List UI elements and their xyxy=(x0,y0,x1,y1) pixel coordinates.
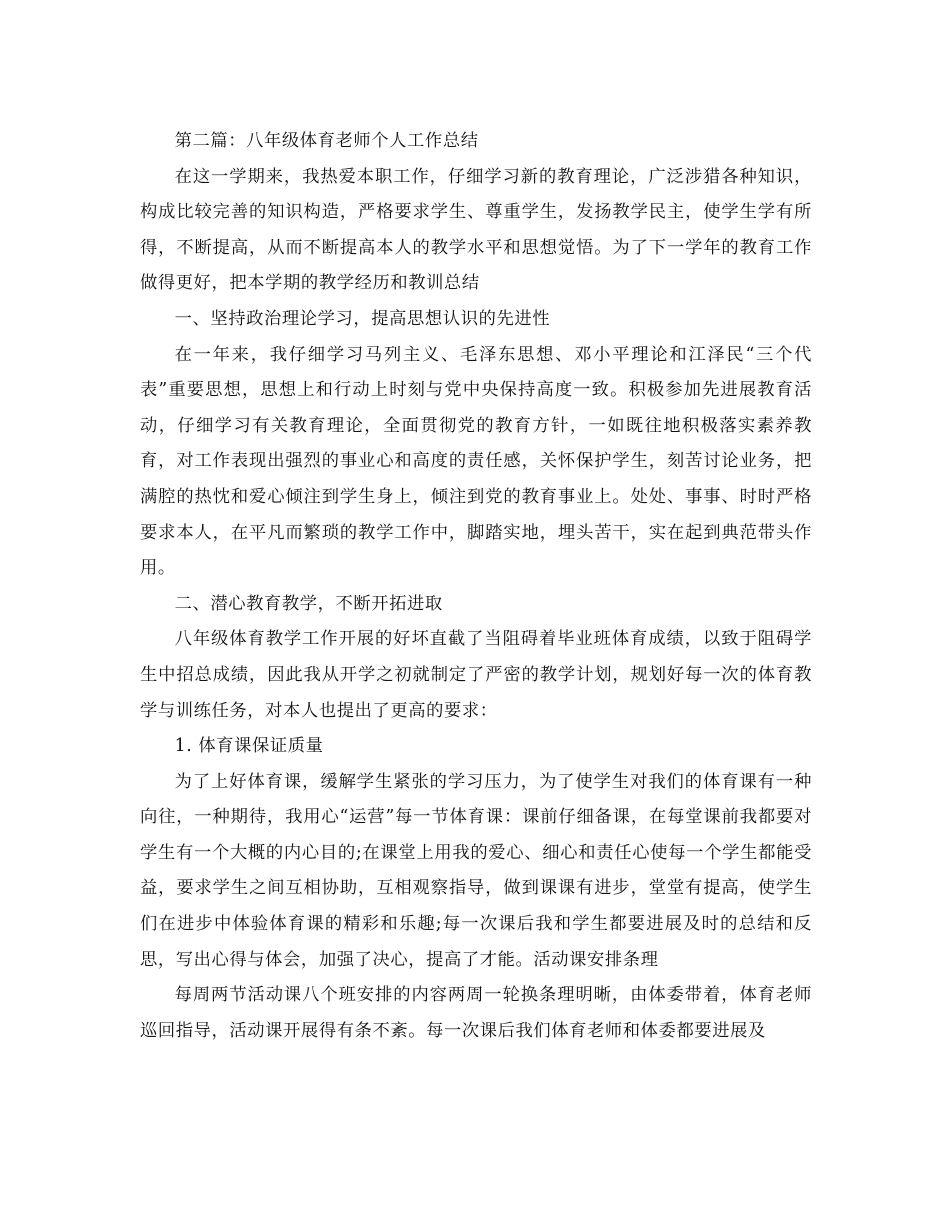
paragraph-subsection-1: 为了上好体育课，缓解学生紧张的学习压力，为了使学生对我们的体育课有一种向往，一种期待，我用心“运营”每一节体育课：课前仔细备课，在每堂课前我都要对学生有一个大概的内心目的;在课堂上用我的爱心、细心和责任心使每一个学生都能受益，要求学生之间互相协助，互相观察指导，做到课课有进步，堂堂有提高，使学生们在进步中体验体育课的精彩和乐趣;每一次课后我和学生都要进展及时的总结和反思，写出心得与体会，加强了决心，提高了才能。活动课安排条理 xyxy=(140,771,812,970)
paragraph-section-1: 在一年来，我仔细学习马列主义、毛泽东思想、邓小平理论和江泽民“三个代表”重要思想，思想上和行动上时刻与党中央保持高度一致。积极参加先进展教育活动，仔细学习有关教育理论，全面贯彻党的教育方针，一如既往地积极落实素养教育，对工作表现出强烈的事业心和高度的责任感，关怀保护学生，刻苦讨论业务，把满腔的热忱和爱心倾注到学生身上，倾注到党的教育事业上。处处、事事、时时严格要求本人，在平凡而繁琐的教学工作中，脚踏实地，埋头苦干，实在起到典范带头作用。 xyxy=(140,344,812,579)
document-title: 第二篇：八年级体育老师个人工作总结 xyxy=(174,131,479,151)
document-body xyxy=(140,124,812,1049)
section-heading-2: 二、潜心教育教学，不断开拓进取 xyxy=(174,593,443,614)
paragraph-intro: 在这一学期来，我热爱本职工作，仔细学习新的教育理论，广泛涉猎各种知识，构成比较完善的知识构造，严格要求学生、尊重学生，发扬教学民主，使学生学有所得，不断提高，从而不断提高本人的教学水平和思想觉悟。为了下一学年的教育工作做得更好，把本学期的教学经历和教训总结 xyxy=(140,166,812,294)
section-heading-1: 一、坚持政治理论学习，提高思想认识的先进性 xyxy=(174,308,551,329)
paragraph-section-2: 八年级体育教学工作开展的好坏直截了当阻碍着毕业班体育成绩，以致于阻碍学生中招总成绩，因此我从开学之初就制定了严密的教学计划，规划好每一次的体育教学与训练任务，对本人也提出了更高的要求： xyxy=(140,629,812,721)
subsection-heading-1: 1. 体育课保证质量 xyxy=(174,736,324,757)
paragraph-activity-class: 每周两节活动课八个班安排的内容两周一轮换条理明晰，由体委带着，体育老师巡回指导，活动课开展得有条不紊。每一次课后我们体育老师和体委都要进展及 xyxy=(140,985,812,1041)
